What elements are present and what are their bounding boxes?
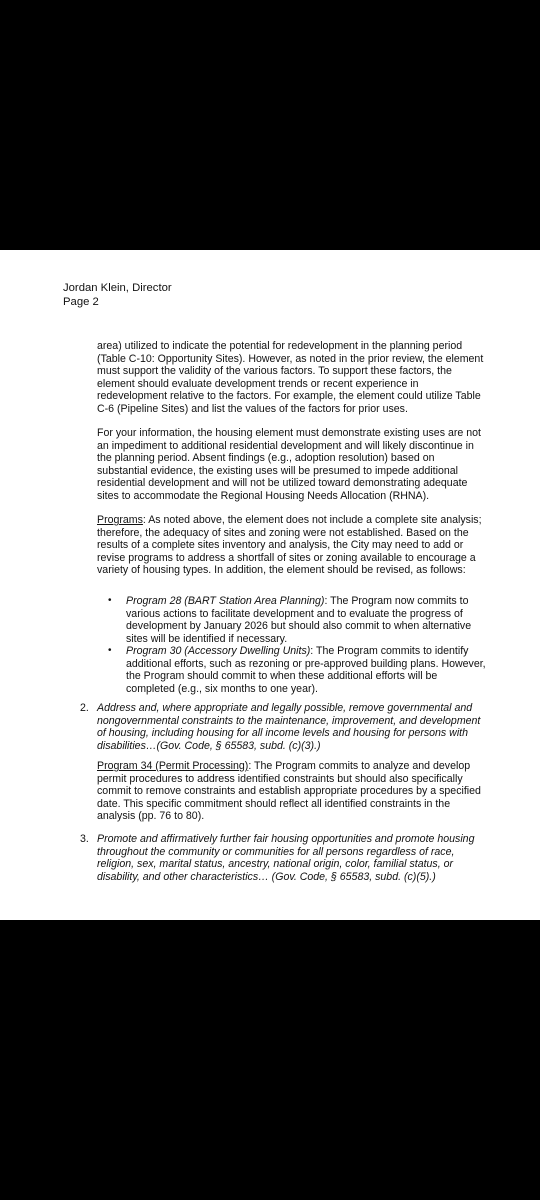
- program-title: Program 30 (Accessory Dwelling Units): [126, 645, 311, 657]
- letter-page: [0, 250, 540, 920]
- bullet-program-28: [108, 595, 488, 645]
- paragraph-text: For your information, the housing element must demonstrate existing uses are not an impediment to additional residential development and will likely discontinue in the planning period. Absent findings (e.g., adoption resolution) based on substantial evidence, the existing uses will be presumed to impede additional residential development and will not be utilized toward demonstrating adequate sites to accommodate the Regional Housing Needs Allocation (RHNA).: [97, 427, 481, 502]
- paragraph-text: : The Program commits to analyze and develop permit procedures to address identified constraints but should also specifically commit to remove constraints and establish appropriate procedures by a specified date. This specific commitment should reflect all identified constraints in the analysis (pp. 76 to 80).: [97, 760, 481, 823]
- numbered-item-3: [80, 833, 490, 883]
- bullet-program-30: [108, 645, 488, 695]
- program-text: : The Program now commits to various actions to facilitate development and to evaluate the progress of development by January 2026 but should also commit to when alternative sites will be identified if necessary.: [126, 595, 472, 645]
- item-number: 3.: [80, 833, 89, 845]
- numbered-item-2: [80, 702, 490, 752]
- program-title: Program 28 (BART Station Area Planning): [126, 595, 325, 607]
- item-text: Promote and affirmatively further fair housing opportunities and promote housing throughout the community or communities for all persons regardless of race, religion, sex, marital status, ancestry, national origin, color, familial status, or disability, and other characteristics… (Gov. Code, § 65583, subd. (c)(5).): [97, 833, 475, 883]
- paragraph-text: : As noted above, the element does not include a complete site analysis; therefore, the adequacy of sites and zoning were not established. Based on the results of a complete sites inventory and analysis, the City may need to add or revise programs to address a shortfall of sites or zoning available to encourage a variety of housing types. In addition, the element should be revised, as follows:: [97, 514, 482, 577]
- program-text: : The Program commits to identify additional efforts, such as rezoning or pre-approved building plans. However, the Program should commit to when these additional efforts will be completed (e.g., six months to one year).: [126, 645, 486, 695]
- item-text: Address and, where appropriate and legally possible, remove governmental and nongovernmental constraints to the maintenance, improvement, and development of housing, including housing for all income levels and housing for persons with disabilities…(Gov. Code, § 65583, subd. (c)(3).): [97, 702, 481, 752]
- bullet-icon: •: [108, 595, 112, 606]
- paragraph-program-34: [97, 760, 487, 823]
- recipient-name: Jordan Klein, Director: [63, 282, 172, 294]
- page-number: Page 2: [63, 296, 99, 308]
- program-34-heading: Program 34 (Permit Processing): [97, 760, 249, 772]
- item-number: 2.: [80, 702, 89, 714]
- paragraph-text: area) utilized to indicate the potential for redevelopment in the planning period (Table C-10: Opportunity Sites). However, as noted in the prior review, the element must support the validity of the various factors. To support these factors, the element should evaluate development trends or recent experience in redevelopment relative to the factors. For example, the element could utilize Table C-6 (Pipeline Sites) and list the values of the factors for prior uses.: [97, 340, 484, 415]
- bullet-icon: •: [108, 645, 112, 656]
- letter-header: [63, 281, 172, 309]
- paragraph-existing-uses: [97, 427, 487, 503]
- programs-heading: Programs: [97, 514, 143, 526]
- paragraph-sites-factors: [97, 340, 487, 416]
- paragraph-programs: [97, 514, 487, 577]
